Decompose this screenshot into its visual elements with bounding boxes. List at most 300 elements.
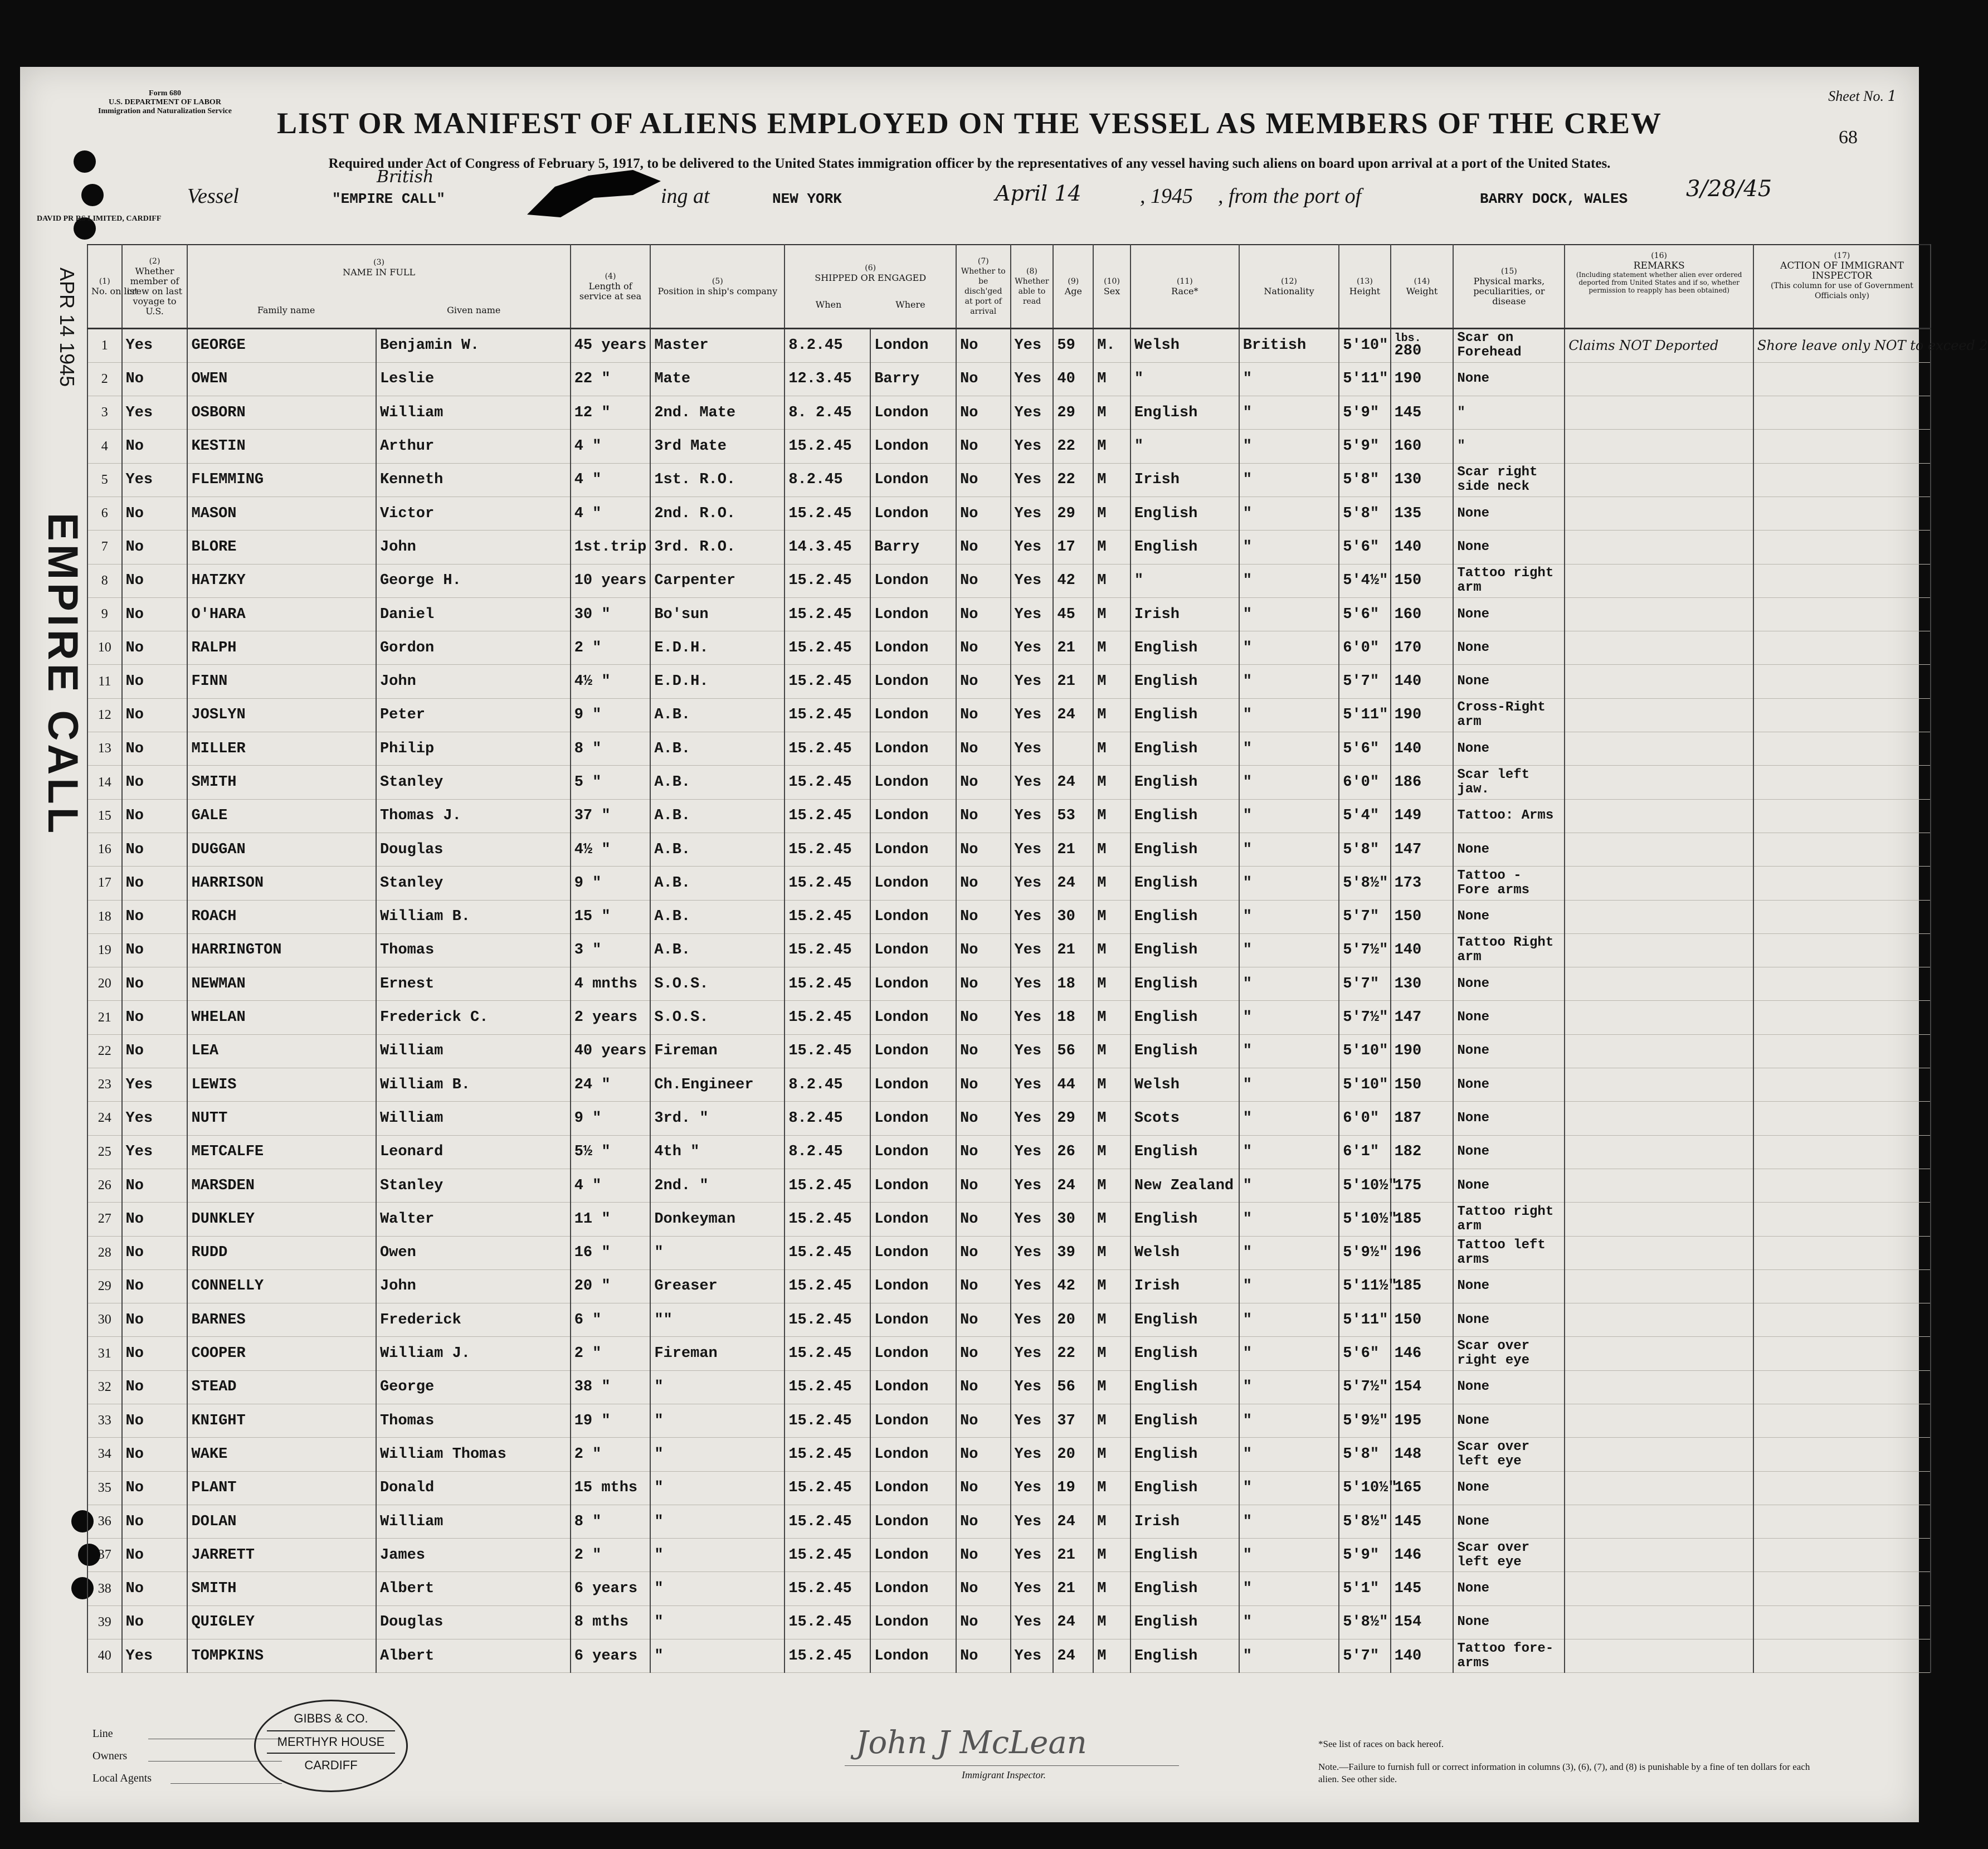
shipped-where-cell: London	[870, 1572, 956, 1605]
shipped-where-cell: London	[870, 732, 956, 766]
able-to-read-cell: Yes	[1011, 1169, 1054, 1202]
from-port-label: , from the port of	[1218, 184, 1362, 208]
given-name-cell: Stanley	[376, 766, 571, 799]
family-name-cell: NUTT	[187, 1102, 376, 1135]
position-cell: 4th "	[650, 1135, 785, 1169]
discharged-cell: No	[956, 900, 1010, 933]
race-cell: English	[1131, 631, 1239, 665]
position-cell: A.B.	[650, 867, 785, 900]
col-header-race: (11) Race*	[1131, 245, 1239, 328]
row-number: 22	[87, 1034, 122, 1068]
row-number: 34	[87, 1438, 122, 1471]
service-cell: 1st.trip	[571, 531, 651, 564]
able-to-read-cell: Yes	[1011, 362, 1054, 396]
family-name-cell: OSBORN	[187, 396, 376, 430]
position-cell: 2nd. Mate	[650, 396, 785, 430]
able-to-read-cell: Yes	[1011, 497, 1054, 530]
shipped-where-cell: London	[870, 1068, 956, 1102]
last-voyage-cell: No	[122, 833, 188, 866]
sex-cell: M	[1093, 698, 1131, 732]
shipped-where-cell: London	[870, 1135, 956, 1169]
age-cell: 21	[1053, 665, 1093, 698]
row-number: 9	[87, 597, 122, 631]
row-number: 33	[87, 1404, 122, 1438]
position-cell: Donkeyman	[650, 1203, 785, 1236]
arrival-port: NEW YORK	[772, 191, 842, 207]
nationality-cell: "	[1239, 1068, 1339, 1102]
physical-marks-cell: None	[1453, 900, 1565, 933]
height-cell: 5'8½"	[1339, 1505, 1390, 1538]
weight-cell: 140	[1391, 933, 1454, 967]
shipped-when-cell: 15.2.45	[785, 1471, 870, 1505]
able-to-read-cell: Yes	[1011, 1404, 1054, 1438]
race-cell: English	[1131, 665, 1239, 698]
inspector-action-cell	[1753, 698, 1931, 732]
inspector-action-cell	[1753, 1370, 1931, 1404]
service-cell: 5½ "	[571, 1135, 651, 1169]
discharged-cell: No	[956, 564, 1010, 597]
table-row	[87, 362, 1931, 396]
service-cell: 45 years	[571, 328, 651, 362]
row-number: 38	[87, 1572, 122, 1605]
row-number: 21	[87, 1001, 122, 1034]
row-number: 15	[87, 799, 122, 833]
inspector-action-cell	[1753, 833, 1931, 866]
sex-cell: M	[1093, 766, 1131, 799]
service-cell: 4½ "	[571, 833, 651, 866]
discharged-cell: No	[956, 1001, 1010, 1034]
age-cell: 24	[1053, 1605, 1093, 1639]
given-name-cell: Stanley	[376, 867, 571, 900]
manifest-sheet	[20, 67, 1988, 1822]
arrival-year: , 1945	[1140, 184, 1193, 208]
last-voyage-cell: No	[122, 900, 188, 933]
physical-marks-cell: "	[1453, 430, 1565, 463]
family-name-cell: HARRINGTON	[187, 933, 376, 967]
service-cell: 2 "	[571, 631, 651, 665]
nationality-cell: "	[1239, 1639, 1339, 1673]
age-cell: 30	[1053, 900, 1093, 933]
height-cell: 5'9½"	[1339, 1404, 1390, 1438]
service-cell: 6 years	[571, 1572, 651, 1605]
family-name-cell: JOSLYN	[187, 698, 376, 732]
shipped-when-cell: 15.2.45	[785, 867, 870, 900]
able-to-read-cell: Yes	[1011, 463, 1054, 497]
height-cell: 5'8"	[1339, 463, 1390, 497]
remarks-cell	[1565, 1034, 1753, 1068]
sex-cell: M	[1093, 463, 1131, 497]
race-cell: English	[1131, 1001, 1239, 1034]
table-row	[87, 967, 1931, 1001]
race-cell: English	[1131, 766, 1239, 799]
physical-marks-cell: None	[1453, 1001, 1565, 1034]
family-name-cell: SMITH	[187, 1572, 376, 1605]
inspector-action-cell	[1753, 1639, 1931, 1673]
height-cell: 5'11½"	[1339, 1269, 1390, 1303]
weight-cell: 185	[1391, 1269, 1454, 1303]
table-row	[87, 1102, 1931, 1135]
table-row	[87, 900, 1931, 933]
remarks-cell	[1565, 1404, 1753, 1438]
remarks-cell	[1565, 430, 1753, 463]
inspector-action-cell	[1753, 1236, 1931, 1269]
remarks-cell	[1565, 396, 1753, 430]
shipped-when-cell: 15.2.45	[785, 665, 870, 698]
height-cell: 5'7½"	[1339, 1370, 1390, 1404]
race-cell: English	[1131, 1370, 1239, 1404]
given-name-cell: William	[376, 1034, 571, 1068]
race-cell: English	[1131, 1337, 1239, 1370]
shipped-where-cell: Barry	[870, 362, 956, 396]
position-cell: 2nd. "	[650, 1169, 785, 1202]
remarks-cell	[1565, 531, 1753, 564]
sex-cell: M	[1093, 1001, 1131, 1034]
age-cell: 37	[1053, 1404, 1093, 1438]
physical-marks-cell: Tattoo fore-arms	[1453, 1639, 1565, 1673]
race-cell: English	[1131, 867, 1239, 900]
weight-cell: 165	[1391, 1471, 1454, 1505]
given-name-cell: Thomas	[376, 933, 571, 967]
age-cell: 24	[1053, 766, 1093, 799]
given-name-cell: Frederick C.	[376, 1001, 571, 1034]
sex-cell: M	[1093, 867, 1131, 900]
inspector-action-cell	[1753, 497, 1931, 530]
remarks-cell	[1565, 463, 1753, 497]
nationality-cell: "	[1239, 900, 1339, 933]
remarks-cell	[1565, 1337, 1753, 1370]
age-cell: 21	[1053, 833, 1093, 866]
row-number: 39	[87, 1605, 122, 1639]
inspector-action-cell	[1753, 430, 1931, 463]
discharged-cell: No	[956, 531, 1010, 564]
able-to-read-cell: Yes	[1011, 396, 1054, 430]
remarks-cell	[1565, 1370, 1753, 1404]
sex-cell: M	[1093, 631, 1131, 665]
physical-marks-cell: Scar right side neck	[1453, 463, 1565, 497]
height-cell: 5'7"	[1339, 900, 1390, 933]
row-number: 20	[87, 967, 122, 1001]
weight-cell: 140	[1391, 732, 1454, 766]
row-number: 24	[87, 1102, 122, 1135]
inspector-action-cell	[1753, 766, 1931, 799]
discharged-cell: No	[956, 597, 1010, 631]
sex-cell: M.	[1093, 328, 1131, 362]
position-cell: A.B.	[650, 833, 785, 866]
shipped-where-cell: London	[870, 1471, 956, 1505]
service-cell: 24 "	[571, 1068, 651, 1102]
col-header-discharged: (7) Whether to be disch'ged at port of arrival	[956, 245, 1010, 328]
shipped-where-cell: London	[870, 665, 956, 698]
position-cell: Carpenter	[650, 564, 785, 597]
able-to-read-cell: Yes	[1011, 900, 1054, 933]
age-cell: 42	[1053, 564, 1093, 597]
weight-cell: 190	[1391, 362, 1454, 396]
remarks-cell	[1565, 1505, 1753, 1538]
family-name-cell: RUDD	[187, 1236, 376, 1269]
race-cell: Welsh	[1131, 1068, 1239, 1102]
table-row	[87, 1572, 1931, 1605]
remarks-cell: Claims NOT Deported	[1565, 328, 1753, 362]
weight-cell: 154	[1391, 1605, 1454, 1639]
shipped-where-cell: London	[870, 967, 956, 1001]
family-name-cell: MILLER	[187, 732, 376, 766]
row-number: 36	[87, 1505, 122, 1538]
inspector-action-cell	[1753, 900, 1931, 933]
service-cell: 8 "	[571, 732, 651, 766]
service-cell: 15 mths	[571, 1471, 651, 1505]
height-cell: 5'9"	[1339, 396, 1390, 430]
height-cell: 5'8½"	[1339, 1605, 1390, 1639]
shipped-where-cell: London	[870, 1034, 956, 1068]
last-voyage-cell: No	[122, 1370, 188, 1404]
form-number: Form 680	[149, 89, 181, 98]
shipped-where-cell: London	[870, 1269, 956, 1303]
service-cell: 19 "	[571, 1404, 651, 1438]
weight-cell: 145	[1391, 1505, 1454, 1538]
shipped-when-cell: 15.2.45	[785, 833, 870, 866]
discharged-cell: No	[956, 933, 1010, 967]
inspector-action-cell	[1753, 1001, 1931, 1034]
row-number: 14	[87, 766, 122, 799]
shipped-when-cell: 15.2.45	[785, 1001, 870, 1034]
table-row	[87, 497, 1931, 530]
inspector-action-cell	[1753, 867, 1931, 900]
age-cell: 39	[1053, 1236, 1093, 1269]
shipped-when-cell: 15.2.45	[785, 1370, 870, 1404]
sex-cell: M	[1093, 900, 1131, 933]
shipped-where-cell: London	[870, 766, 956, 799]
height-cell: 5'10"	[1339, 1034, 1390, 1068]
family-name-cell: DUGGAN	[187, 833, 376, 866]
age-cell: 56	[1053, 1034, 1093, 1068]
age-cell: 20	[1053, 1438, 1093, 1471]
sex-cell: M	[1093, 1102, 1131, 1135]
last-voyage-cell: No	[122, 1572, 188, 1605]
given-name-cell: William J.	[376, 1337, 571, 1370]
table-row	[87, 1337, 1931, 1370]
inspector-action-cell	[1753, 564, 1931, 597]
remarks-cell	[1565, 631, 1753, 665]
race-cell: "	[1131, 362, 1239, 396]
last-voyage-cell: No	[122, 1203, 188, 1236]
family-name-cell: QUIGLEY	[187, 1605, 376, 1639]
vessel-flag: British	[377, 167, 434, 187]
last-voyage-cell: No	[122, 1169, 188, 1202]
nationality-cell: "	[1239, 665, 1339, 698]
weight-cell: 195	[1391, 1404, 1454, 1438]
row-number: 31	[87, 1337, 122, 1370]
shipped-where-cell: London	[870, 1404, 956, 1438]
able-to-read-cell: Yes	[1011, 430, 1054, 463]
shipped-where-cell: London	[870, 1236, 956, 1269]
sex-cell: M	[1093, 1639, 1131, 1673]
remarks-cell	[1565, 766, 1753, 799]
position-cell: Bo'sun	[650, 597, 785, 631]
discharged-cell: No	[956, 1572, 1010, 1605]
remarks-cell	[1565, 1438, 1753, 1471]
race-cell: English	[1131, 497, 1239, 530]
position-cell: A.B.	[650, 698, 785, 732]
table-row	[87, 1438, 1931, 1471]
service-cell: 30 "	[571, 597, 651, 631]
weight-cell: 140	[1391, 665, 1454, 698]
age-cell: 24	[1053, 867, 1093, 900]
discharged-cell: No	[956, 1068, 1010, 1102]
last-voyage-cell: Yes	[122, 1135, 188, 1169]
age-cell: 24	[1053, 1169, 1093, 1202]
last-voyage-cell: No	[122, 631, 188, 665]
age-cell: 21	[1053, 631, 1093, 665]
given-name-cell: Kenneth	[376, 463, 571, 497]
height-cell: 5'4"	[1339, 799, 1390, 833]
family-name-cell: SMITH	[187, 766, 376, 799]
height-cell: 5'10½"	[1339, 1169, 1390, 1202]
col-header-family-name: Family name	[257, 304, 315, 315]
row-number: 1	[87, 328, 122, 362]
family-name-cell: FINN	[187, 665, 376, 698]
shipped-where-cell: London	[870, 463, 956, 497]
able-to-read-cell: Yes	[1011, 1438, 1054, 1471]
last-voyage-cell: No	[122, 1001, 188, 1034]
agent-stamp: GIBBS & CO. MERTHYR HOUSE CARDIFF	[254, 1700, 408, 1792]
age-cell: 18	[1053, 1001, 1093, 1034]
position-cell: 3rd Mate	[650, 430, 785, 463]
col-header-weight: (14) Weight	[1391, 245, 1454, 328]
row-number: 18	[87, 900, 122, 933]
row-number: 26	[87, 1169, 122, 1202]
family-name-cell: NEWMAN	[187, 967, 376, 1001]
table-row	[87, 1068, 1931, 1102]
col-header-action: (17) ACTION OF IMMIGRANT INSPECTOR (This column for use of Government Officials only)	[1753, 245, 1931, 328]
height-cell: 5'10"	[1339, 328, 1390, 362]
age-cell: 22	[1053, 430, 1093, 463]
given-name-cell: Douglas	[376, 1605, 571, 1639]
family-name-cell: GEORGE	[187, 328, 376, 362]
weight-cell: 185	[1391, 1203, 1454, 1236]
table-row	[87, 1404, 1931, 1438]
table-row	[87, 1639, 1931, 1673]
remarks-cell	[1565, 1471, 1753, 1505]
shipped-when-cell: 15.2.45	[785, 1605, 870, 1639]
position-cell: Master	[650, 328, 785, 362]
row-number: 7	[87, 531, 122, 564]
physical-marks-cell: None	[1453, 631, 1565, 665]
table-row	[87, 1539, 1931, 1572]
row-number: 32	[87, 1370, 122, 1404]
sex-cell: M	[1093, 1135, 1131, 1169]
last-voyage-cell: No	[122, 1236, 188, 1269]
inspector-action-cell	[1753, 967, 1931, 1001]
physical-marks-cell: Cross-Right arm	[1453, 698, 1565, 732]
given-name-cell: Daniel	[376, 597, 571, 631]
physical-marks-cell: Tattoo left arms	[1453, 1236, 1565, 1269]
physical-marks-cell: Scar left jaw.	[1453, 766, 1565, 799]
row-number: 23	[87, 1068, 122, 1102]
given-name-cell: Arthur	[376, 430, 571, 463]
able-to-read-cell: Yes	[1011, 328, 1054, 362]
height-cell: 5'9"	[1339, 1539, 1390, 1572]
weight-cell: 173	[1391, 867, 1454, 900]
sex-cell: M	[1093, 396, 1131, 430]
table-row	[87, 1370, 1931, 1404]
position-cell: 3rd. "	[650, 1102, 785, 1135]
able-to-read-cell: Yes	[1011, 732, 1054, 766]
age-cell: 42	[1053, 1269, 1093, 1303]
inspector-action-cell	[1753, 1404, 1931, 1438]
weight-cell: 150	[1391, 1303, 1454, 1337]
given-name-cell: Peter	[376, 698, 571, 732]
service-cell: 6 years	[571, 1639, 651, 1673]
discharged-cell: No	[956, 698, 1010, 732]
nationality-cell: "	[1239, 430, 1339, 463]
position-cell: 3rd. R.O.	[650, 531, 785, 564]
physical-marks-cell: None	[1453, 732, 1565, 766]
nationality-cell: "	[1239, 1605, 1339, 1639]
shipped-where-cell: London	[870, 1370, 956, 1404]
age-cell: 44	[1053, 1068, 1093, 1102]
physical-marks-cell: None	[1453, 1404, 1565, 1438]
shipped-where-cell: London	[870, 396, 956, 430]
last-voyage-cell: No	[122, 597, 188, 631]
race-cell: English	[1131, 1135, 1239, 1169]
age-cell: 24	[1053, 698, 1093, 732]
able-to-read-cell: Yes	[1011, 1605, 1054, 1639]
inspector-action-cell	[1753, 799, 1931, 833]
nationality-cell: "	[1239, 698, 1339, 732]
table-row	[87, 631, 1931, 665]
discharged-cell: No	[956, 1471, 1010, 1505]
remarks-cell	[1565, 833, 1753, 866]
race-cell: English	[1131, 933, 1239, 967]
given-name-cell: George	[376, 1370, 571, 1404]
inspector-action-cell	[1753, 1068, 1931, 1102]
service-cell: 8 "	[571, 1505, 651, 1538]
nationality-cell: "	[1239, 967, 1339, 1001]
nationality-cell: "	[1239, 833, 1339, 866]
weight-cell: 186	[1391, 766, 1454, 799]
physical-marks-cell: Scar over left eye	[1453, 1438, 1565, 1471]
table-row	[87, 698, 1931, 732]
table-row	[87, 799, 1931, 833]
col-header-name: (3) NAME IN FULL Family name Given name	[187, 245, 570, 328]
age-cell: 24	[1053, 1639, 1093, 1673]
height-cell: 5'6"	[1339, 1337, 1390, 1370]
shipped-when-cell: 8.2.45	[785, 463, 870, 497]
position-cell: S.O.S.	[650, 967, 785, 1001]
given-name-cell: Thomas J.	[376, 799, 571, 833]
arrival-date: April 14	[995, 181, 1081, 206]
weight-cell: 135	[1391, 497, 1454, 530]
position-cell: Mate	[650, 362, 785, 396]
able-to-read-cell: Yes	[1011, 1102, 1054, 1135]
last-voyage-cell: No	[122, 766, 188, 799]
physical-marks-cell: None	[1453, 1303, 1565, 1337]
table-row	[87, 732, 1931, 766]
nationality-cell: "	[1239, 1269, 1339, 1303]
inspector-action-cell	[1753, 732, 1931, 766]
position-cell: Ch.Engineer	[650, 1068, 785, 1102]
shipped-when-cell: 15.2.45	[785, 1034, 870, 1068]
given-name-cell: John	[376, 1269, 571, 1303]
physical-marks-cell: None	[1453, 1505, 1565, 1538]
shipped-where-cell: London	[870, 1102, 956, 1135]
nationality-cell: "	[1239, 1034, 1339, 1068]
service-cell: 16 "	[571, 1236, 651, 1269]
row-number: 10	[87, 631, 122, 665]
given-name-cell: Albert	[376, 1639, 571, 1673]
discharged-cell: No	[956, 328, 1010, 362]
given-name-cell: John	[376, 665, 571, 698]
